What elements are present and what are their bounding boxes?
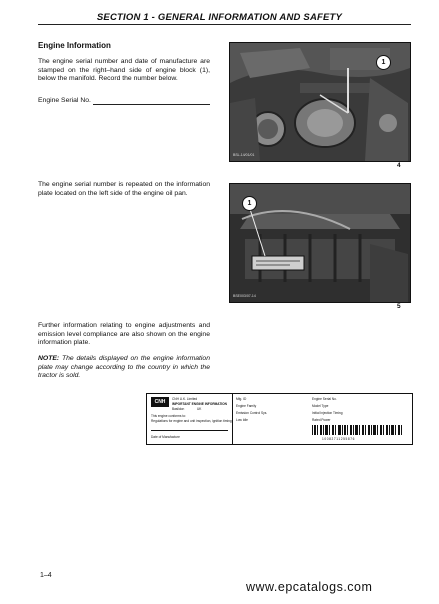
plate-field-timing: Initial Injection Timing — [312, 411, 343, 415]
figure-4-code: BSL-14/01/01 — [233, 153, 255, 157]
plate-country: UK — [197, 407, 202, 411]
plate-field-family: Engine Family — [236, 404, 257, 408]
engine-information-paragraph: The engine serial number and date of manufacture are stamped on the right–hand side of engine block (1), below the manifold. Record the number below. — [38, 58, 210, 83]
figure-5-code: BSE003/07-14 — [233, 294, 256, 298]
plate-divider — [151, 430, 228, 431]
figure-5-number: 5 — [397, 303, 401, 310]
plate-field-emission: Emission Control Sys. — [236, 411, 268, 415]
engine-block-photo — [229, 42, 411, 162]
page-number: 1–4 — [40, 572, 52, 579]
plate-field-serial: Engine Serial No. — [312, 397, 337, 401]
engine-serial-field — [93, 104, 210, 105]
repeat-info-paragraph: The engine serial number is repeated on the information plate located on the left side of the engine oil pan. — [38, 181, 210, 197]
engine-information-heading: Engine Information — [38, 41, 111, 50]
plate-city: Basildon — [172, 407, 185, 411]
note-paragraph — [38, 355, 210, 381]
plate-field-mfg-id: Mfg. ID — [236, 397, 247, 401]
plate-date-label: Date of Manufacture — [151, 435, 180, 439]
header-rule — [38, 24, 411, 25]
figure-4-callout: 1 — [376, 55, 391, 70]
figure-5-callout: 1 — [242, 196, 257, 211]
note-text: The details displayed on the engine information plate may change according to the country in which the tractor is sold. — [38, 355, 210, 380]
plate-regulation-line: Regulations for engine and unit inspection, ignition timing — [151, 419, 232, 423]
engine-serial-label: Engine Serial No. — [38, 97, 91, 104]
further-info-paragraph: Further information relating to engine adjustments and emission level compliance are also shown on the engine information plate. — [38, 322, 210, 347]
section-title: SECTION 1 - GENERAL INFORMATION AND SAFETY — [96, 12, 343, 23]
engine-information-plate — [146, 393, 413, 445]
cnh-logo: CNH — [151, 397, 169, 407]
note-label: NOTE: — [38, 355, 60, 362]
plate-conform-line: This engine conforms to: — [151, 414, 186, 418]
plate-field-idle: Low Idle — [236, 418, 248, 422]
plate-maker: CNH U.K. Limited — [172, 397, 198, 401]
website-watermark: www.epcatalogs.com — [246, 580, 373, 594]
plate-barcode — [312, 425, 404, 435]
oil-pan-photo — [229, 183, 411, 303]
plate-heading: IMPORTANT ENGINE INFORMATION — [172, 402, 227, 406]
plate-barcode-number: 10082711255876 — [322, 437, 355, 441]
plate-left-panel — [147, 394, 233, 444]
oil-pan-illustration — [230, 184, 410, 302]
figure-4-number: 4 — [397, 162, 401, 169]
plate-field-power: Rated Power — [312, 418, 331, 422]
plate-field-model: Model Type — [312, 404, 329, 408]
